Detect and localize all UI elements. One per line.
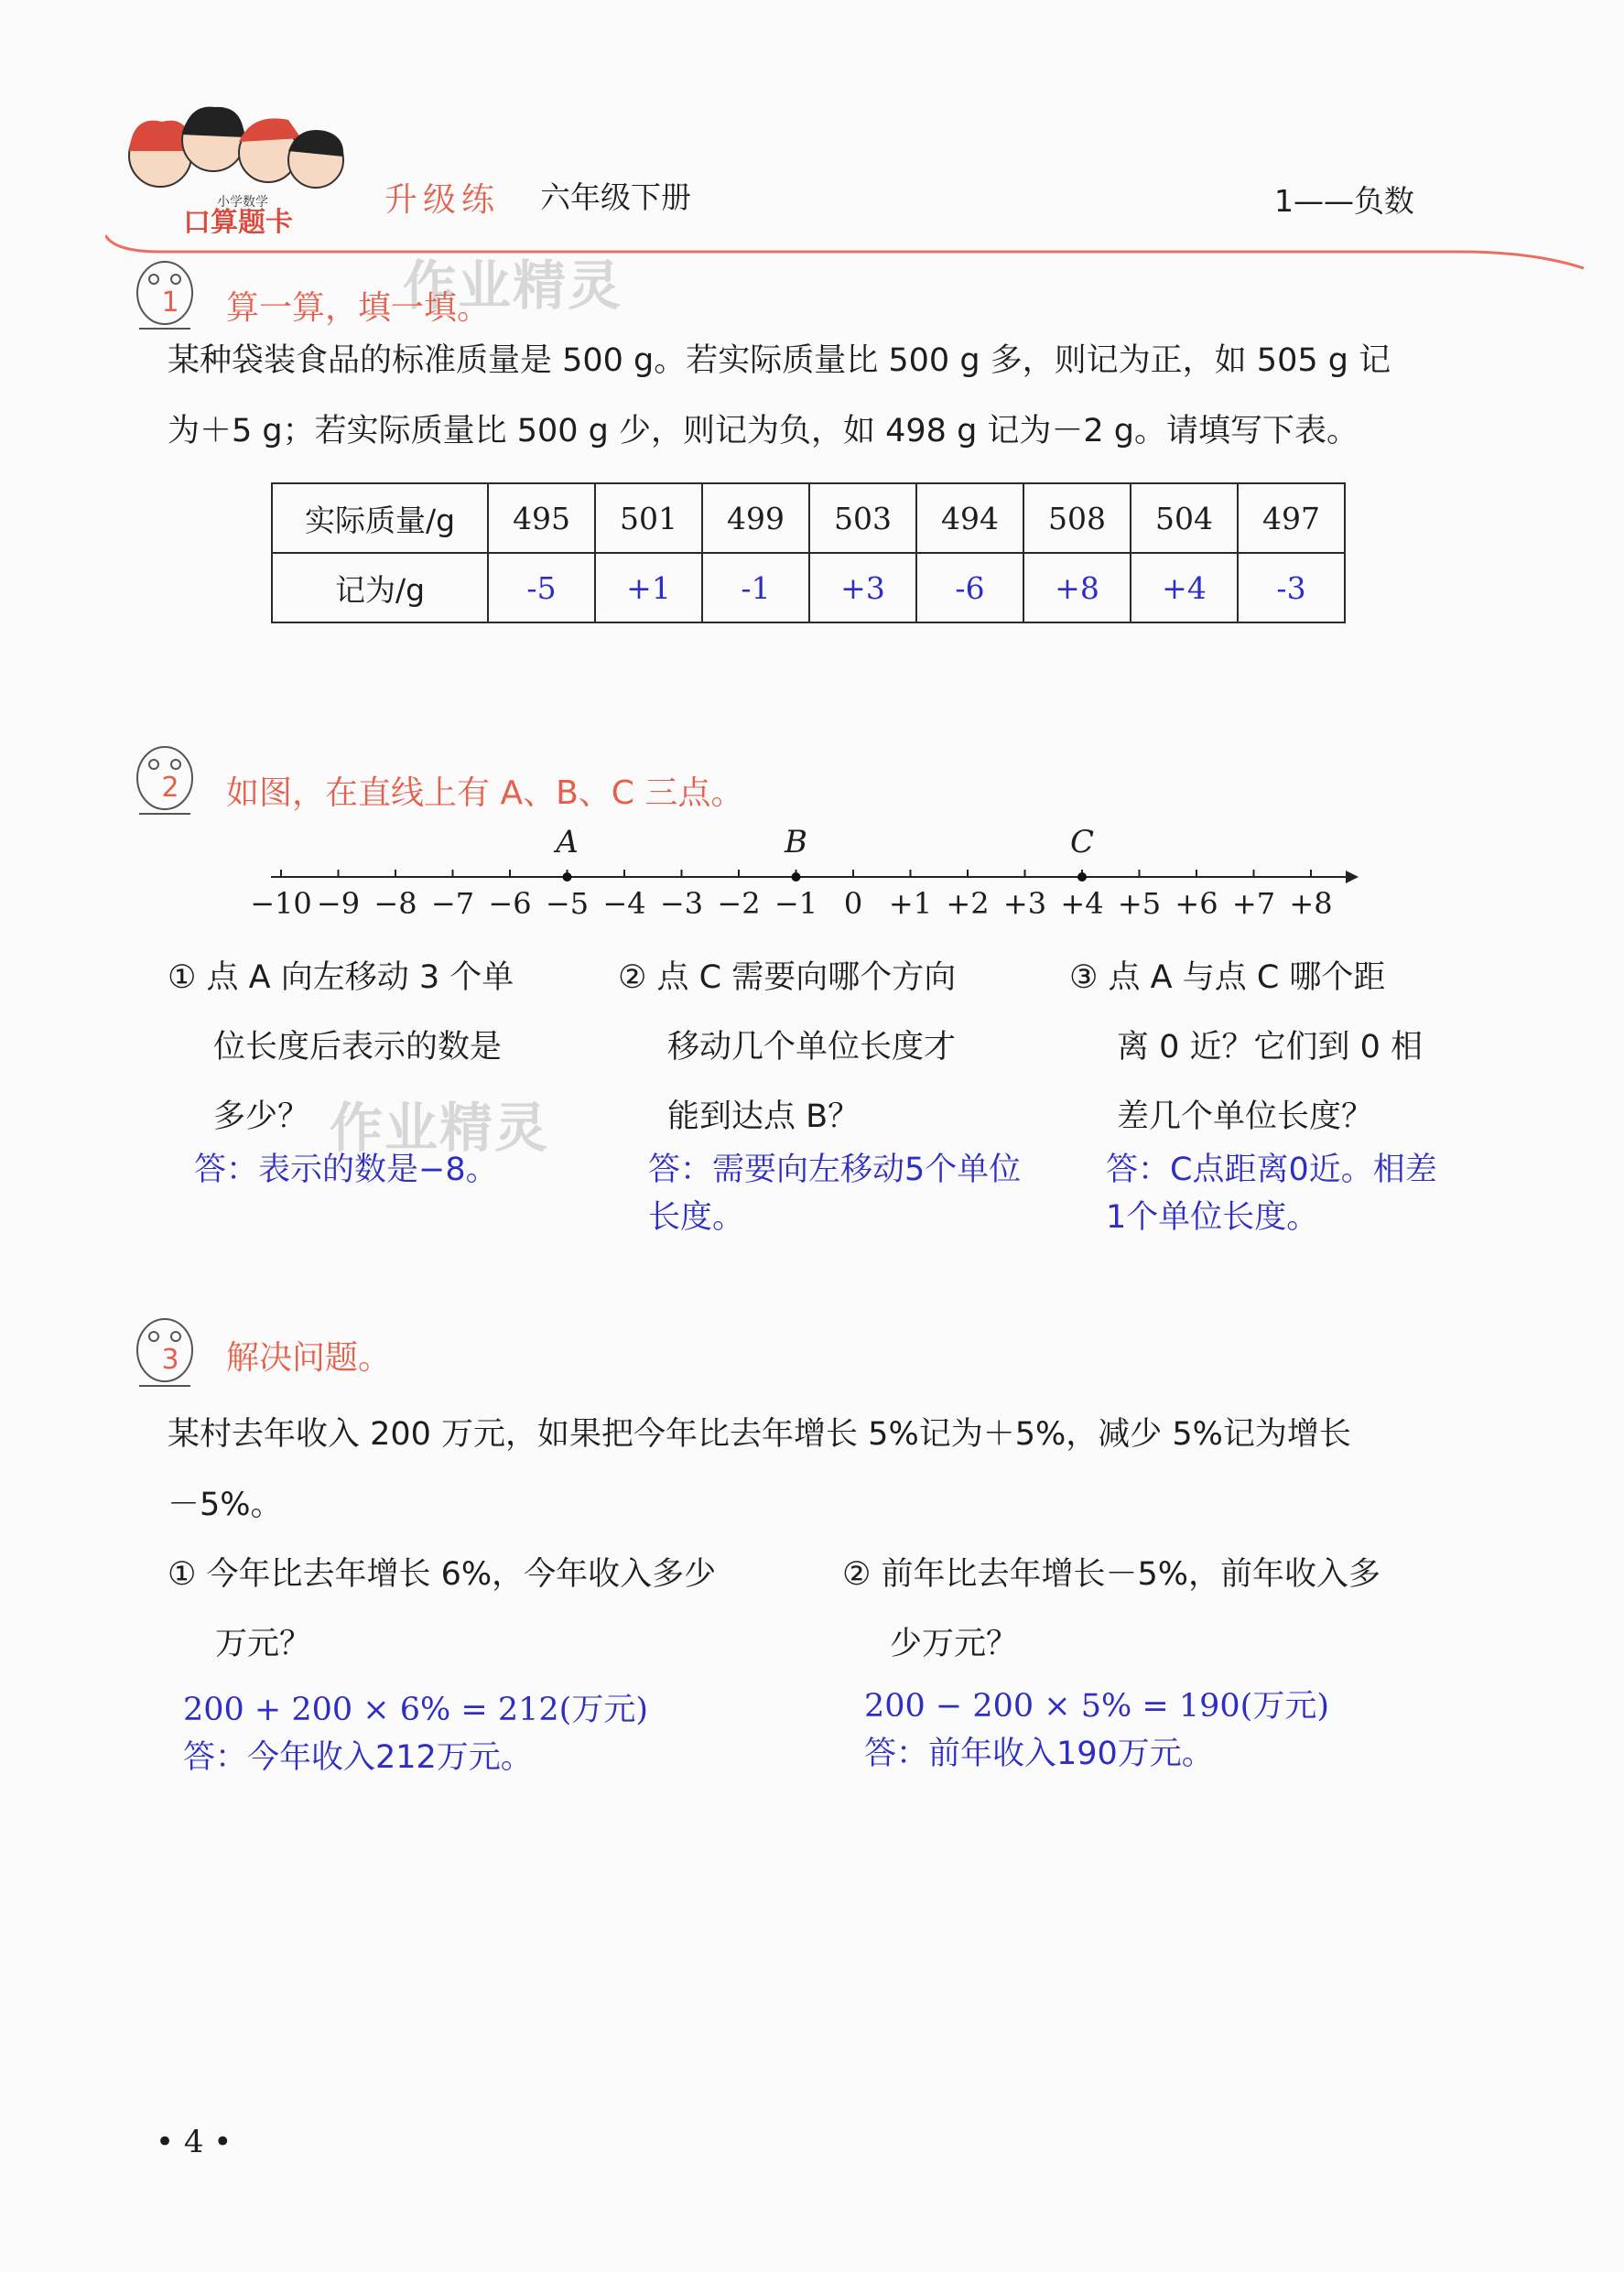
svg-text:3: 3 bbox=[161, 1344, 179, 1376]
q3-2 bbox=[842, 1540, 1501, 1679]
point-label-a: A bbox=[556, 824, 579, 860]
table-cell-mass: 497 bbox=[1238, 483, 1345, 553]
answer-line: 200 + 200 × 6% = 212(万元) bbox=[183, 1692, 648, 1728]
section1-text-line1: 某种袋装食品的标准质量是 500 g。若实际质量比 500 g 多，则记为正，如 505 g 记 bbox=[168, 342, 1391, 379]
q2-3 bbox=[1069, 943, 1472, 1152]
q2-1-line: 位长度后表示的数是 bbox=[213, 1029, 503, 1066]
point-a bbox=[563, 872, 572, 882]
answer-line: 答：C点距离0近。相差 bbox=[1106, 1152, 1437, 1188]
answer-line: 200 − 200 × 5% = 190(万元) bbox=[864, 1688, 1329, 1725]
owl-number-icon bbox=[128, 1309, 201, 1396]
table-cell-mass: 495 bbox=[488, 483, 595, 553]
q3-2-line: 少万元？ bbox=[890, 1626, 1019, 1662]
axis-tick-label: +2 bbox=[946, 886, 990, 921]
section1-text-line2: 为＋5 g；若实际质量比 500 g 少，则记为负，如 498 g 记为－2 g。请填写下表。 bbox=[168, 413, 1359, 449]
number-line bbox=[0, 0, 1624, 1007]
q3-2-answer bbox=[864, 1682, 1329, 1778]
table-cell-record: +1 bbox=[595, 553, 702, 622]
axis-tick-label: −7 bbox=[430, 886, 475, 921]
q3-1 bbox=[168, 1540, 808, 1679]
axis-tick-label: +5 bbox=[1117, 886, 1162, 921]
q2-1 bbox=[168, 943, 570, 1152]
axis-tick-label: +4 bbox=[1060, 886, 1104, 921]
section2-title: 如图，在直线上有 A、B、C 三点。 bbox=[226, 774, 744, 812]
section3-title: 解决问题。 bbox=[226, 1339, 392, 1377]
table-cell-mass: 494 bbox=[916, 483, 1023, 553]
axis-arrow-icon bbox=[1346, 871, 1359, 883]
answer-line: 1个单位长度。 bbox=[1106, 1199, 1319, 1236]
point-label-b: B bbox=[785, 824, 807, 860]
answer-line: 长度。 bbox=[648, 1199, 745, 1236]
table-cell-record: +4 bbox=[1131, 553, 1238, 622]
axis-tick-label: −5 bbox=[545, 886, 590, 921]
svg-text:1: 1 bbox=[161, 287, 179, 319]
series-label: 升级练 bbox=[384, 181, 501, 219]
chapter-label: 1——负数 bbox=[1274, 183, 1414, 219]
q2-2 bbox=[618, 943, 1021, 1152]
number-line-axis bbox=[0, 0, 1624, 1007]
point-b bbox=[792, 872, 801, 882]
page-number: • 4 • bbox=[156, 2124, 233, 2160]
table-cell-record: -3 bbox=[1238, 553, 1345, 622]
axis-tick-label: +6 bbox=[1175, 886, 1218, 921]
table-cell-mass: 504 bbox=[1131, 483, 1238, 553]
q3-1-line: 万元？ bbox=[215, 1626, 312, 1662]
table-cell-mass: 503 bbox=[809, 483, 916, 553]
axis-tick-label: +1 bbox=[888, 886, 933, 921]
answer-line: 答：前年收入190万元。 bbox=[864, 1736, 1214, 1772]
axis-tick-label: −1 bbox=[774, 886, 818, 921]
table-header-record: 记为/g bbox=[272, 553, 488, 622]
table-cell-mass: 499 bbox=[702, 483, 809, 553]
table-cell-record: +8 bbox=[1023, 553, 1131, 622]
table-cell-mass: 501 bbox=[595, 483, 702, 553]
q2-1-line: 多少？ bbox=[213, 1098, 310, 1135]
q2-1-answer bbox=[194, 1146, 498, 1194]
point-label-c: C bbox=[1069, 824, 1095, 860]
table-cell-record: -1 bbox=[702, 553, 809, 622]
q2-3-line: 离 0 近？它们到 0 相 bbox=[1117, 1029, 1424, 1066]
q2-3-line: ③ 点 A 与点 C 哪个距 bbox=[1069, 959, 1386, 996]
section3-text-line1: 某村去年收入 200 万元，如果把今年比去年增长 5%记为＋5%，减少 5%记为增长 bbox=[168, 1416, 1351, 1453]
q3-1-line: ① 今年比去年增长 6%，今年收入多少 bbox=[168, 1556, 717, 1593]
watermark-middle: 作业精灵 bbox=[330, 1097, 550, 1159]
axis-tick-label: +8 bbox=[1289, 886, 1333, 921]
q3-2-line: ② 前年比去年增长－5%，前年收入多 bbox=[842, 1556, 1381, 1593]
section3-text-line2: －5%。 bbox=[168, 1487, 283, 1523]
section1-title: 算一算，填一填。 bbox=[226, 289, 491, 327]
q2-2-line: 能到达点 B？ bbox=[667, 1098, 861, 1135]
q2-2-answer bbox=[648, 1146, 1021, 1241]
axis-tick-label: +3 bbox=[1002, 886, 1047, 921]
axis-tick-label: −2 bbox=[717, 886, 761, 921]
point-c bbox=[1077, 872, 1087, 882]
watermark-top: 作业精灵 bbox=[403, 254, 623, 317]
table-cell-record: +3 bbox=[809, 553, 916, 622]
answer-line: 答：表示的数是−8。 bbox=[194, 1152, 498, 1188]
svg-text:2: 2 bbox=[161, 772, 179, 804]
axis-tick-label: −10 bbox=[250, 886, 312, 921]
q2-3-line: 差几个单位长度？ bbox=[1117, 1098, 1374, 1135]
axis-tick-label: +7 bbox=[1231, 886, 1276, 921]
section3-icon bbox=[128, 1309, 201, 1400]
axis-tick-label: 0 bbox=[843, 886, 863, 921]
answer-line: 答：需要向左移动5个单位 bbox=[648, 1152, 1022, 1188]
svg-text:口算题卡: 口算题卡 bbox=[183, 207, 293, 233]
svg-text:小学数学: 小学数学 bbox=[217, 195, 268, 210]
table-cell-record: -5 bbox=[488, 553, 595, 622]
table-header-mass: 实际质量/g bbox=[272, 483, 488, 553]
q2-2-line: ② 点 C 需要向哪个方向 bbox=[618, 959, 957, 996]
axis-tick-label: −4 bbox=[602, 886, 646, 921]
axis-tick-label: −6 bbox=[488, 886, 532, 921]
q2-1-line: ① 点 A 向左移动 3 个单 bbox=[168, 959, 514, 996]
answer-line: 答：今年收入212万元。 bbox=[183, 1739, 533, 1776]
axis-tick-label: −3 bbox=[659, 886, 704, 921]
q2-2-line: 移动几个单位长度才 bbox=[667, 1029, 957, 1066]
table-cell-mass: 508 bbox=[1023, 483, 1131, 553]
grade-label: 六年级下册 bbox=[540, 179, 691, 215]
axis-tick-label: −8 bbox=[374, 886, 417, 921]
q3-1-answer bbox=[183, 1686, 648, 1781]
q2-3-answer bbox=[1106, 1146, 1437, 1241]
table-cell-record: -6 bbox=[916, 553, 1023, 622]
axis-tick-label: −9 bbox=[316, 886, 361, 921]
